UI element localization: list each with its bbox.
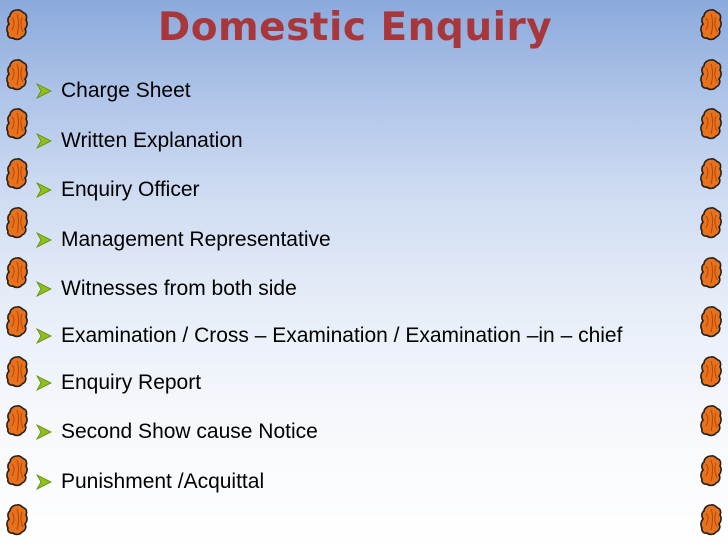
bullet-text: Examination / Cross – Examination / Examination –in – chief — [61, 323, 623, 347]
bullet-item — [36, 457, 688, 507]
flower-icon — [699, 256, 723, 290]
flower-icon — [5, 404, 29, 438]
arrow-bullet-icon — [36, 424, 52, 440]
flower-icon — [699, 107, 723, 141]
bullet-text: Second Show cause Notice — [61, 420, 318, 443]
bullet-item — [36, 314, 688, 358]
flower-icon — [699, 355, 723, 389]
flower-icon — [5, 206, 29, 240]
arrow-bullet-icon — [36, 281, 52, 297]
bullet-text: Management Representative — [61, 227, 331, 251]
bullet-text: Punishment /Acquittal — [61, 469, 265, 493]
bullet-list — [36, 66, 688, 506]
arrow-bullet-icon — [36, 474, 52, 490]
flower-icon — [5, 58, 29, 92]
flower-icon — [699, 58, 723, 92]
flower-icon — [5, 355, 29, 389]
flower-icon — [5, 305, 29, 339]
arrow-bullet-icon — [36, 232, 52, 248]
flower-icon — [5, 256, 29, 290]
bullet-item — [36, 358, 688, 408]
flower-icon — [5, 454, 29, 488]
bullet-item — [36, 116, 688, 166]
flower-icon — [699, 503, 723, 537]
right-flower-border — [694, 0, 728, 546]
arrow-bullet-icon — [36, 83, 52, 99]
flower-icon — [699, 206, 723, 240]
bullet-text: Enquiry Officer — [61, 178, 200, 201]
flower-icon — [5, 107, 29, 141]
bullet-item — [36, 215, 688, 265]
flower-icon — [699, 454, 723, 488]
arrow-bullet-icon — [36, 375, 52, 391]
arrow-bullet-icon — [36, 182, 52, 198]
bullet-text: Written Explanation — [61, 128, 243, 152]
flower-icon — [699, 157, 723, 191]
arrow-bullet-icon — [36, 328, 52, 344]
bullet-item — [36, 407, 688, 457]
bullet-text: Charge Sheet — [61, 79, 191, 102]
flower-icon — [699, 404, 723, 438]
bullet-item — [36, 165, 688, 215]
slide-title: Domestic Enquiry — [157, 5, 553, 50]
bullet-item — [36, 66, 688, 116]
flower-icon — [5, 157, 29, 191]
bullet-text: Witnesses from both side — [61, 277, 297, 300]
flower-icon — [699, 305, 723, 339]
bullet-text: Enquiry Report — [61, 370, 202, 394]
left-flower-border — [0, 0, 34, 546]
arrow-bullet-icon — [36, 133, 52, 149]
bullet-item — [36, 264, 688, 314]
flower-icon — [5, 503, 29, 537]
